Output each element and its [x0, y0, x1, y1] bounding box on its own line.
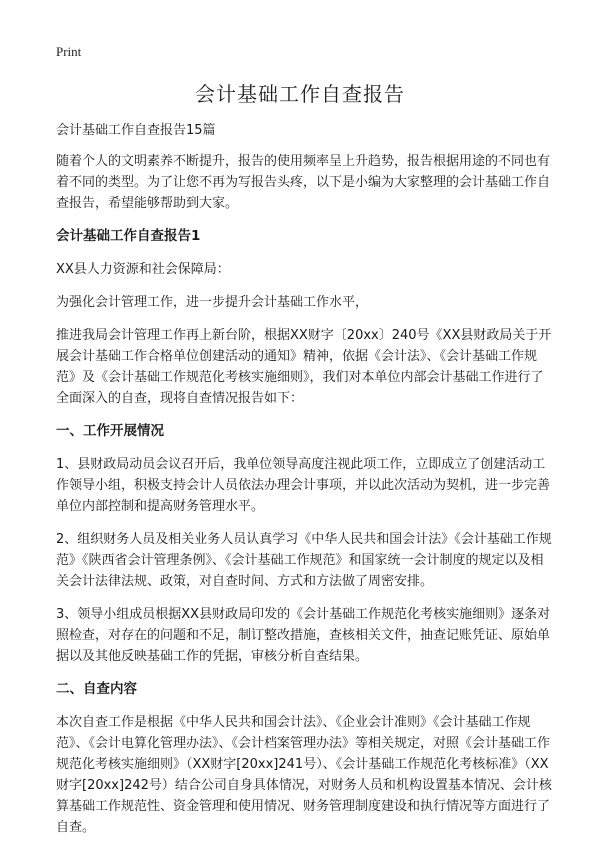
section-heading-content: 二、自查内容 — [56, 681, 137, 697]
work-item-3: 3、领导小组成员根据XX县财政局印发的《会计基础工作规范化考核实施细则》逐条对照检查，对存在的问题和不足，制订整改措施，查核相关文件，抽查记账凭证、原始单据以及其他反映基础工作的凭据，审核分析自查结果。 — [56, 607, 551, 664]
content-paragraph: 本次自查工作是根据《中华人民共和国会计法》、《企业会计准则》《会计基础工作规范》、《会计电算化管理办法》、《会计档案管理办法》等相关规定，对照《会计基础工作规范化考核实施细则》（XX财字[20xx]241号）、《会计基础工作规范化考核标准》（XX财字[20xx]242号）结合公司自身具体情况，对财务人员和机构设置基本情况、会计核算基础工作规范性、资金管理和使用情况、财务管理制度建设和执行情况等方面进行了自查。 — [56, 715, 552, 835]
salutation: XX县人力资源和社会保障局： — [56, 262, 230, 277]
page-title: 会计基础工作自查报告 — [195, 82, 405, 106]
body-paragraph-1: 为强化会计管理工作，进一步提升会计基础工作水平， — [56, 295, 369, 310]
document-body — [56, 120, 552, 850]
work-item-2: 2、组织财务人员及相关业务人员认真学习《中华人民共和国会计法》《会计基础工作规范》《陕西省会计管理条例》、《会计基础工作规范》和国家统一会计制度的规定以及相关会计法律法规、政策，对自查时间、方式和方法做了周密安排。 — [56, 532, 552, 589]
work-item-1: 1、县财政局动员会议召开后，我单位领导高度注视此项工作，立即成立了创建活动工作领导小组，积极支持会计人员依法办理会计事项，并以此次活动为契机，进一步完善单位内部控制和提高财务管理水平。 — [56, 457, 551, 514]
print-link[interactable]: Print — [56, 44, 82, 59]
section-heading-work: 一、工作开展情况 — [56, 423, 164, 439]
body-paragraph-2: 推进我局会计管理工作再上新台阶，根据XX财字〔20xx〕240号《XX县财政局关于开展会计基础工作合格单位创建活动的通知》精神，依据《会计法》、《会计基础工作规范》及《会计基础工作规范化考核实施细则》，我们对本单位内部会计基础工作进行了全面深入的自查，现将自查情况报告如下： — [56, 328, 552, 406]
report-heading: 会计基础工作自查报告1 — [56, 228, 201, 244]
document-subtitle: 会计基础工作自查报告15篇 — [56, 123, 216, 138]
intro-paragraph: 随着个人的文明素养不断提升，报告的使用频率呈上升趋势，报告根据用途的不同也有着不同的类型。为了让您不再为写报告头疼，以下是小编为大家整理的会计基础工作自查报告，希望能够帮助到大家。 — [56, 154, 551, 211]
